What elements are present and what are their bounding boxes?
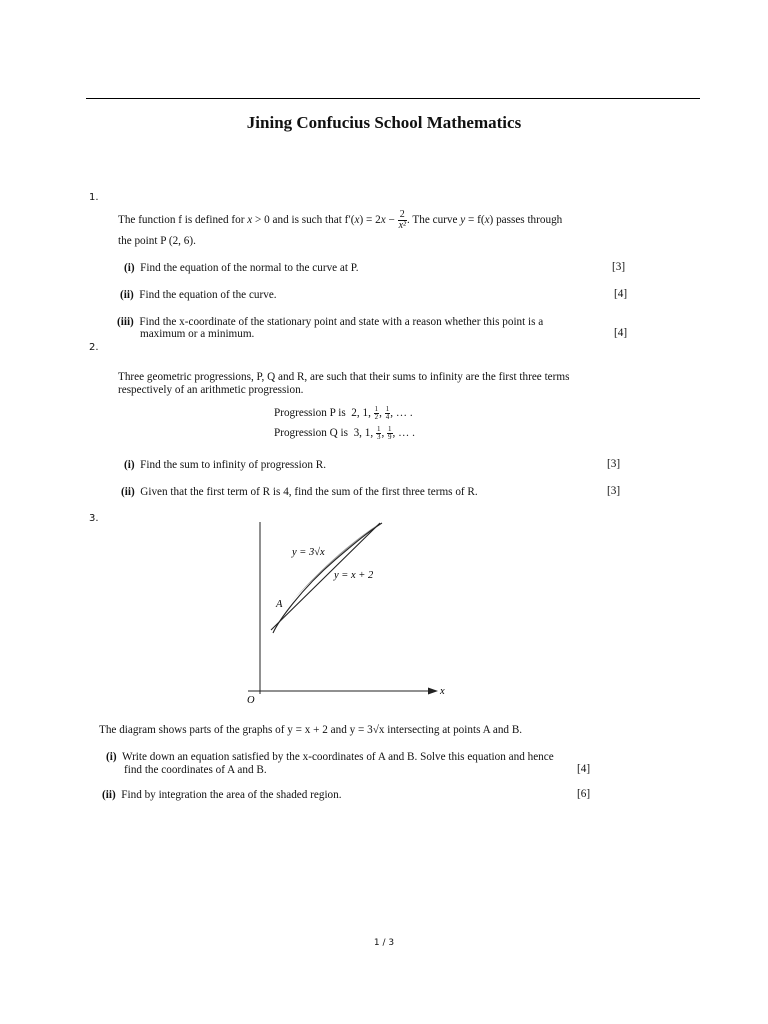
label-x-axis: x: [440, 686, 445, 697]
q1-part-ii: (ii) Find the equation of the curve.: [120, 289, 277, 301]
q1-part-iii: (iii) Find the x-coordinate of the stationary point and state with a reason whether this point is a: [117, 316, 544, 328]
q2-part-i: (i) Find the sum to infinity of progression R.: [124, 459, 326, 471]
question-1-number: 1.: [89, 192, 99, 203]
q2-progression-q: Progression Q is 3, 1, $\frac{1}{3}$ , $\frac{1}{9}$ , … .: [274, 425, 415, 441]
q3-part-ii-mark: [6]: [577, 788, 591, 800]
q1-part-ii-mark: [4]: [614, 288, 628, 300]
q1-part-iii-line2: maximum or a minimum.: [140, 328, 255, 340]
q1-intro-line1: The function f is defined for x > 0 and is such that f′(x) = 2x − $\frac{2}{\text{x²}}$ . The curve y = f(x) passes through: [118, 209, 563, 231]
label-origin: O: [247, 695, 255, 706]
q3-part-i: (i) Write down an equation satisfied by the x-coordinates of A and B. Solve this equation and hence: [106, 751, 554, 763]
q1-part-i-mark: [3]: [612, 261, 626, 273]
x-axis-arrowhead: [428, 688, 438, 695]
q1-part-iii-mark: [4]: [614, 327, 628, 339]
question-2-number: 2.: [89, 342, 99, 353]
label-line: y = x + 2: [334, 570, 374, 581]
page-number: 1 / 3: [373, 938, 395, 948]
q1-fraction: $\frac{2}{\text{x²}}$: [398, 209, 407, 231]
q2-part-ii-mark: [3]: [607, 485, 621, 497]
q2-intro-line2: respectively of an arithmetic progression.: [118, 384, 304, 396]
q1-part-i: (i) Find the equation of the normal to the curve at P.: [124, 262, 359, 274]
header-rule: [86, 98, 700, 99]
q3-part-i-line2: find the coordinates of A and B.: [124, 764, 267, 776]
q2-intro-line1: Three geometric progressions, P, Q and R, are such that their sums to infinity are the first three terms: [118, 371, 570, 383]
q3-part-i-mark: [4]: [577, 763, 591, 775]
label-root-curve: y = 3√x: [292, 547, 325, 558]
q3-part-ii: (ii) Find by integration the area of the shaded region.: [102, 789, 342, 801]
q2-progression-p: Progression P is 2, 1, $\frac{1}{2}$ , $\frac{1}{4}$ , … .: [274, 405, 413, 421]
q3-intro: The diagram shows parts of the graphs of y = x + 2 and y = 3√x intersecting at points A and B.: [99, 724, 523, 736]
question-3-number: 3.: [89, 513, 99, 524]
q3-graph: [240, 518, 460, 708]
page-title: Jining Confucius School Mathematics: [246, 113, 522, 132]
q1-intro-line2: the point P (2, 6).: [118, 235, 196, 247]
q2-part-ii: (ii) Given that the first term of R is 4, find the sum of the first three terms of R.: [121, 486, 478, 498]
label-point-a: A: [276, 599, 283, 610]
q2-part-i-mark: [3]: [607, 458, 621, 470]
